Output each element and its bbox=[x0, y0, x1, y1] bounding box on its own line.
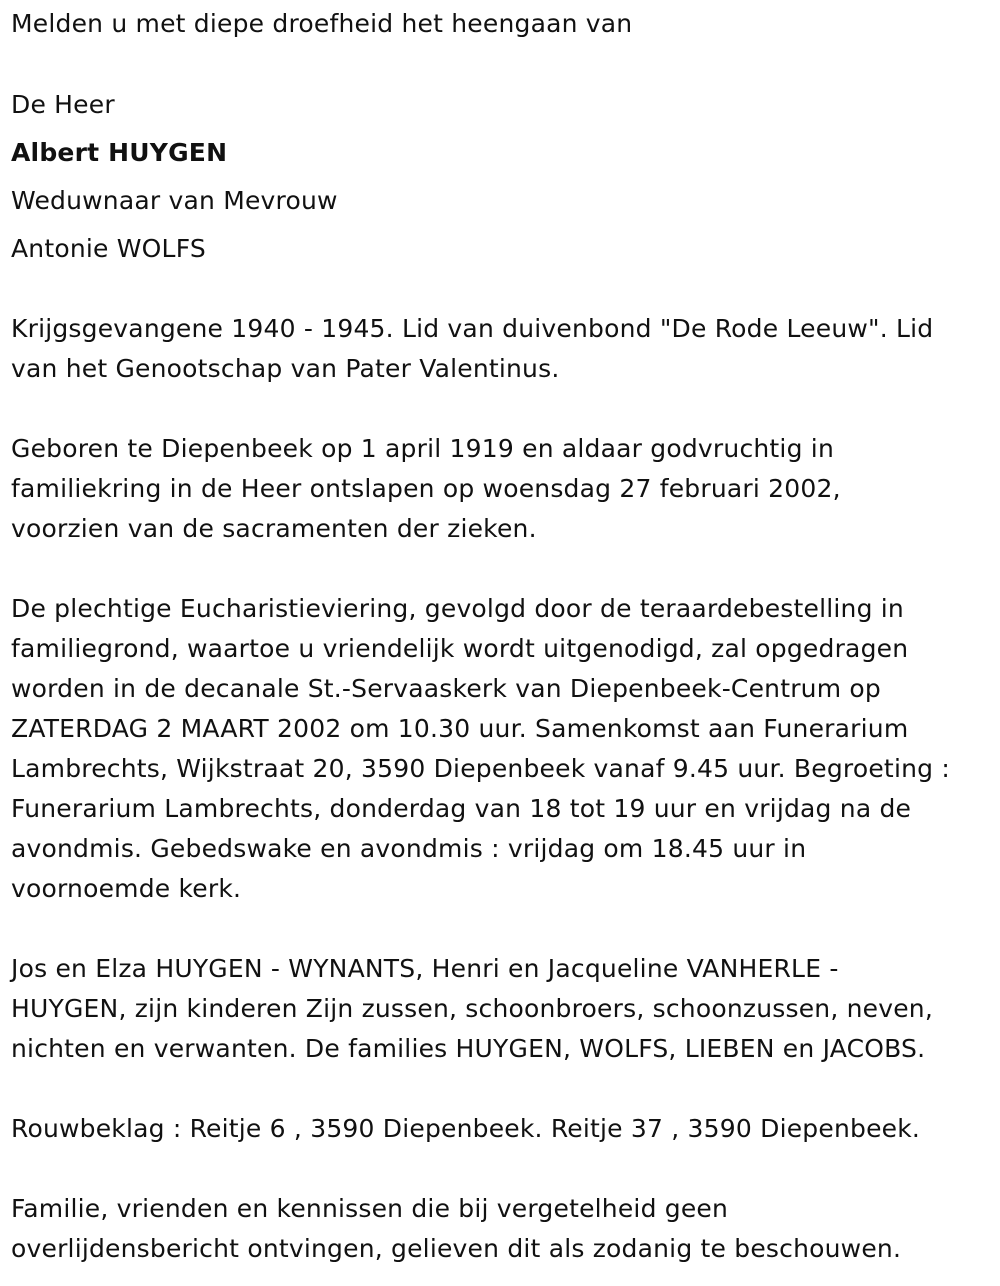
honorific: De Heer bbox=[11, 90, 115, 119]
bio-line: van het Genootschap van Pater Valentinus. bbox=[11, 354, 560, 383]
intro-text: Melden u met diepe droefheid het heengaan van bbox=[11, 9, 633, 38]
family-line: Jos en Elza HUYGEN - WYNANTS, Henri en Jacqueline VANHERLE - bbox=[11, 954, 839, 983]
family-line: HUYGEN, zijn kinderen Zijn zussen, schoonbroers, schoonzussen, neven, bbox=[11, 994, 934, 1023]
closing-line: Familie, vrienden en kennissen die bij vergetelheid geen bbox=[11, 1194, 729, 1223]
condolences-address: Rouwbeklag : Reitje 6 , 3590 Diepenbeek. Reitje 37 , 3590 Diepenbeek. bbox=[11, 1114, 921, 1143]
family-line: nichten en verwanten. De families HUYGEN, WOLFS, LIEBEN en JACOBS. bbox=[11, 1034, 926, 1063]
closing-line: overlijdensbericht ontvingen, gelieven dit als zodanig te beschouwen. bbox=[11, 1234, 902, 1263]
ceremony-line: familiegrond, waartoe u vriendelijk wordt uitgenodigd, zal opgedragen bbox=[11, 634, 909, 663]
spouse-line: Weduwnaar van Mevrouw bbox=[11, 186, 338, 215]
ceremony-line: worden in de decanale St.-Servaaskerk van Diepenbeek-Centrum op bbox=[11, 674, 881, 703]
ceremony-line: Funerarium Lambrechts, donderdag van 18 tot 19 uur en vrijdag na de bbox=[11, 794, 912, 823]
ceremony-line: Lambrechts, Wijkstraat 20, 3590 Diepenbeek vanaf 9.45 uur. Begroeting : bbox=[11, 754, 950, 783]
birth-death-line: familiekring in de Heer ontslapen op woensdag 27 februari 2002, bbox=[11, 474, 841, 503]
ceremony-line: avondmis. Gebedswake en avondmis : vrijdag om 18.45 uur in bbox=[11, 834, 807, 863]
ceremony-line: De plechtige Eucharistieviering, gevolgd door de teraardebestelling in bbox=[11, 594, 904, 623]
birth-death-line: Geboren te Diepenbeek op 1 april 1919 en aldaar godvruchtig in bbox=[11, 434, 834, 463]
bio-line: Krijgsgevangene 1940 - 1945. Lid van duivenbond "De Rode Leeuw". Lid bbox=[11, 314, 934, 343]
ceremony-line: voornoemde kerk. bbox=[11, 874, 242, 903]
birth-death-line: voorzien van de sacramenten der zieken. bbox=[11, 514, 537, 543]
ceremony-line: ZATERDAG 2 MAART 2002 om 10.30 uur. Samenkomst aan Funerarium bbox=[11, 714, 909, 743]
deceased-name: Albert HUYGEN bbox=[11, 138, 228, 167]
spouse-name: Antonie WOLFS bbox=[11, 234, 206, 263]
